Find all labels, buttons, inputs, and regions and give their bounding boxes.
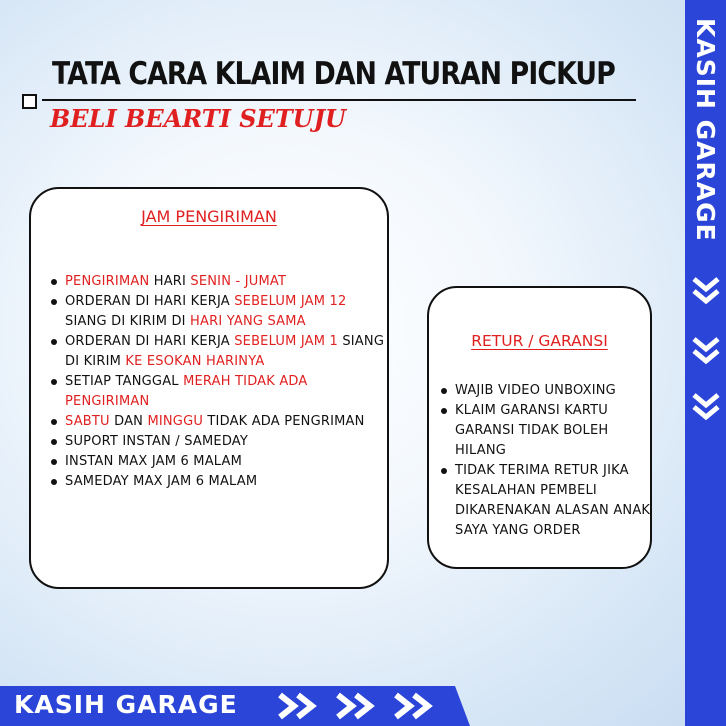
return-rules-list bbox=[437, 381, 652, 541]
list-item-text: SETIAP TANGGAL bbox=[65, 374, 184, 389]
chevron-double-right-icon bbox=[392, 692, 438, 720]
chevron-double-down-icon bbox=[690, 276, 722, 308]
list-item bbox=[47, 272, 387, 292]
chevron-double-down-icon bbox=[690, 392, 722, 424]
list-item bbox=[47, 452, 387, 472]
list-item-text: TIDAK ADA PENGRIMAN bbox=[203, 414, 365, 429]
list-item-text: SIANG DI KIRIM DI bbox=[65, 314, 191, 329]
side-brand-text: KASIH GARAGE bbox=[691, 18, 720, 242]
list-item-text: HARI bbox=[149, 274, 191, 289]
title-underline bbox=[42, 99, 636, 101]
shipping-hours-heading: JAM PENGIRIMAN bbox=[141, 207, 277, 226]
page-title: TATA CARA KLAIM DAN ATURAN PICKUP bbox=[52, 56, 615, 92]
title-square-decoration bbox=[22, 94, 37, 109]
list-item-text: ORDERAN DI HARI KERJA bbox=[65, 334, 235, 349]
list-item bbox=[47, 372, 387, 412]
list-item: KLAIM GARANSI KARTU GARANSI TIDAK BOLEH HILANG bbox=[437, 401, 652, 461]
list-item-text: PENGIRIMAN bbox=[65, 274, 150, 289]
chevron-double-right-icon bbox=[334, 692, 380, 720]
list-item-text: MINGGU bbox=[147, 414, 204, 429]
bottom-brand-text: KASIH GARAGE bbox=[14, 690, 238, 719]
list-item-text: SENIN - JUMAT bbox=[190, 274, 287, 289]
list-item-text: INSTAN MAX JAM 6 MALAM bbox=[65, 454, 243, 469]
list-item-text: SIANG DI KIRIM bbox=[65, 334, 385, 369]
shipping-hours-card bbox=[29, 187, 389, 589]
list-item bbox=[47, 472, 387, 492]
list-item-text: SEBELUM JAM 12 bbox=[234, 294, 347, 309]
list-item bbox=[47, 432, 387, 452]
list-item-text: DAN bbox=[109, 414, 148, 429]
page-subtitle: BELI BEARTI SETUJU bbox=[50, 104, 346, 133]
return-warranty-heading: RETUR / GARANSI bbox=[471, 332, 608, 350]
list-item-text: SAMEDAY MAX JAM 6 MALAM bbox=[65, 474, 258, 489]
list-item-text: SUPORT INSTAN / SAMEDAY bbox=[65, 434, 249, 449]
list-item-text: MERAH TIDAK ADA PENGIRIMAN bbox=[65, 374, 308, 409]
list-item-text: HARI YANG SAMA bbox=[190, 314, 306, 329]
list-item: WAJIB VIDEO UNBOXING bbox=[437, 381, 652, 401]
list-item: TIDAK TERIMA RETUR JIKA KESALAHAN PEMBELI DIKARENAKAN ALASAN ANAK SAYA YANG ORDER bbox=[437, 461, 652, 541]
list-item bbox=[47, 332, 387, 372]
return-warranty-card bbox=[427, 286, 652, 569]
list-item bbox=[47, 412, 387, 432]
list-item-text: ORDERAN DI HARI KERJA bbox=[65, 294, 235, 309]
shipping-rules-list bbox=[47, 272, 387, 492]
list-item bbox=[47, 292, 387, 332]
chevron-double-right-icon bbox=[276, 692, 322, 720]
list-item-text: SABTU bbox=[65, 414, 110, 429]
chevron-double-down-icon bbox=[690, 336, 722, 368]
list-item-text: KE ESOKAN HARINYA bbox=[125, 354, 265, 369]
list-item-text: SEBELUM JAM 1 bbox=[234, 334, 338, 349]
